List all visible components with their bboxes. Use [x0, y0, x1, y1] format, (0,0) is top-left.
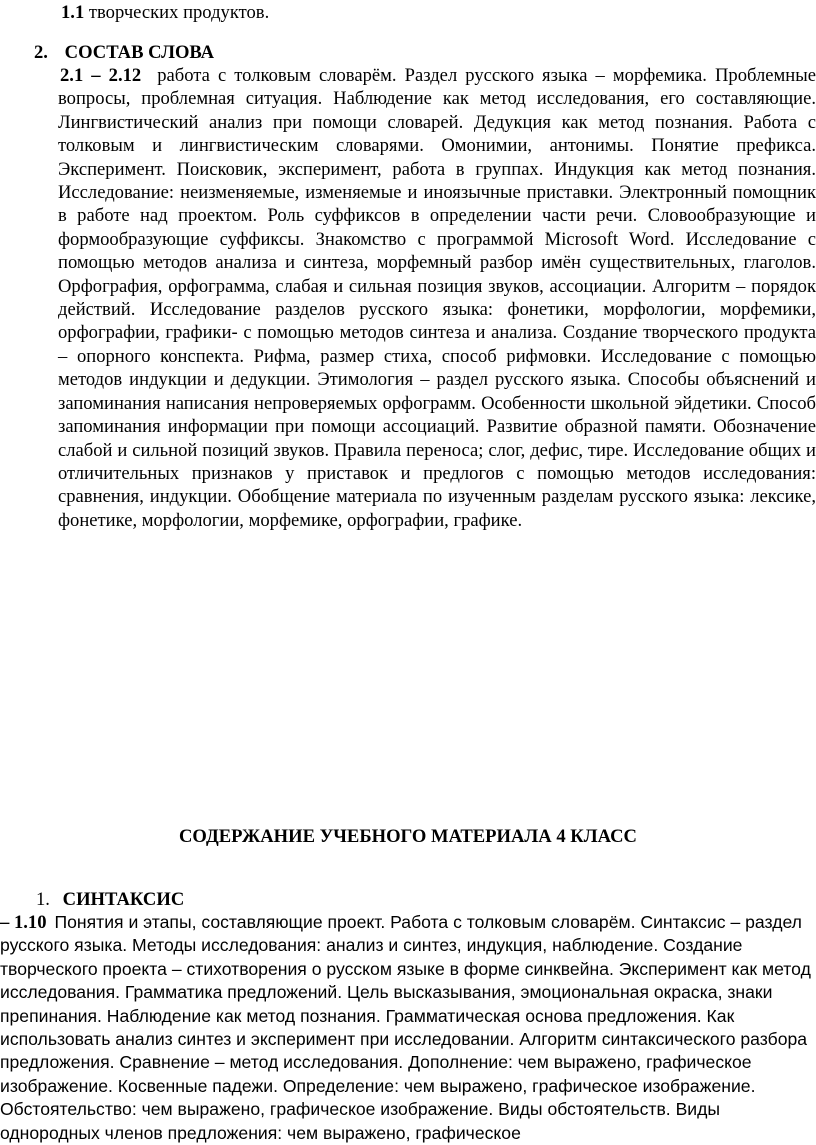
lesson-range: – 1.10 [0, 912, 47, 933]
section-heading-syntax [36, 888, 184, 912]
item-number: 1.1 [61, 2, 85, 23]
continuation-text: творческих продуктов. [88, 2, 270, 23]
lesson-range: 2.1 – 2.12 [60, 65, 142, 86]
section-number: 2. [34, 42, 48, 63]
section-title: СИНТАКСИС [62, 889, 185, 910]
section-paragraph-word-structure [58, 64, 816, 532]
section-number: 1. [36, 889, 50, 910]
paragraph-text: работа с толковым словарём. Раздел русского языка – морфемика. Проблемные вопросы, проблемная ситуация. Наблюдение как метод исследования, его составляющие. Лингвистический анализ при помощи словарей. Дедукция как метод познания. Работа с толковым и лингвистическим словарями. Омонимии, антонимы. Понятие префикса. Эксперимент. Поисковик, эксперимент, работа в группах. Индукция как метод познания. Исследование: неизменяемые, изменяемые и иноязычные приставки. Электронный помощник в работе над проектом. Роль суффиксов в определении части речи. Словообразующие и формообразующие суффиксы. Знакомство с программой Microsoft Word. Исследование с помощью методов анализа и синтеза, морфемный разбор имён существительных, глаголов. Орфография, орфограмма, слабая и сильная позиция звуков, ассоциации. Алгоритм – порядок действий. Исследование разделов русского языка: фонетики, морфологии, морфемики, орфографии, графики- с помощью методов синтеза и анализа. Создание творческого продукта – опорного конспекта. Рифма, размер стиха, способ рифмовки. Исследование с помощью методов индукции и дедукции. Этимология – раздел русского языка. Способы объяснений и запоминания написания непроверяемых орфограмм. Особенности школьной эйдетики. Способ запоминания информации при помощи ассоциаций. Развитие образной памяти. Обозначение слабой и сильной позиций звуков. Правила переноса; слог, дефис, тире. Исследование общих и отличительных признаков у приставок и предлогов с помощью методов исследования: сравнения, индукции. Обобщение материала по изученным разделам русского языка: лексике, фонетике, морфологии, морфемике, орфографии, графике. [58, 65, 816, 531]
grade4-title: СОДЕРЖАНИЕ УЧЕБНОГО МАТЕРИАЛА 4 КЛАСС [178, 826, 637, 847]
section-title: СОСТАВ СЛОВА [64, 42, 215, 63]
paragraph-text: Понятия и этапы, составляющие проект. Работа с толковым словарём. Синтаксис – раздел русского языка. Методы исследования: анализ и синтез, индукция, наблюдение. Создание творческого проекта – стихотворения о русском языке в форме синквейна. Эксперимент как метод исследования. Грамматика предложений. Цель высказывания, эмоциональная окраска, знаки препинания. Наблюдение как метод познания. Грамматическая основа предложения. Как использовать анализ синтез и эксперимент при исследовании. Алгоритм синтаксического разбора предложения. Сравнение – метод исследования. Дополнение: чем выражено, графическое изображение. Косвенные падежи. Определение: чем выражено, графическое изображение. Обстоятельство: чем выражено, графическое изображение. Виды обстоятельств. Виды однородных членов предложения: чем выражено, графическое [0, 912, 811, 1143]
continuation-line [61, 0, 269, 26]
section-heading-word-structure [34, 40, 214, 66]
section-paragraph-syntax [0, 911, 816, 1145]
